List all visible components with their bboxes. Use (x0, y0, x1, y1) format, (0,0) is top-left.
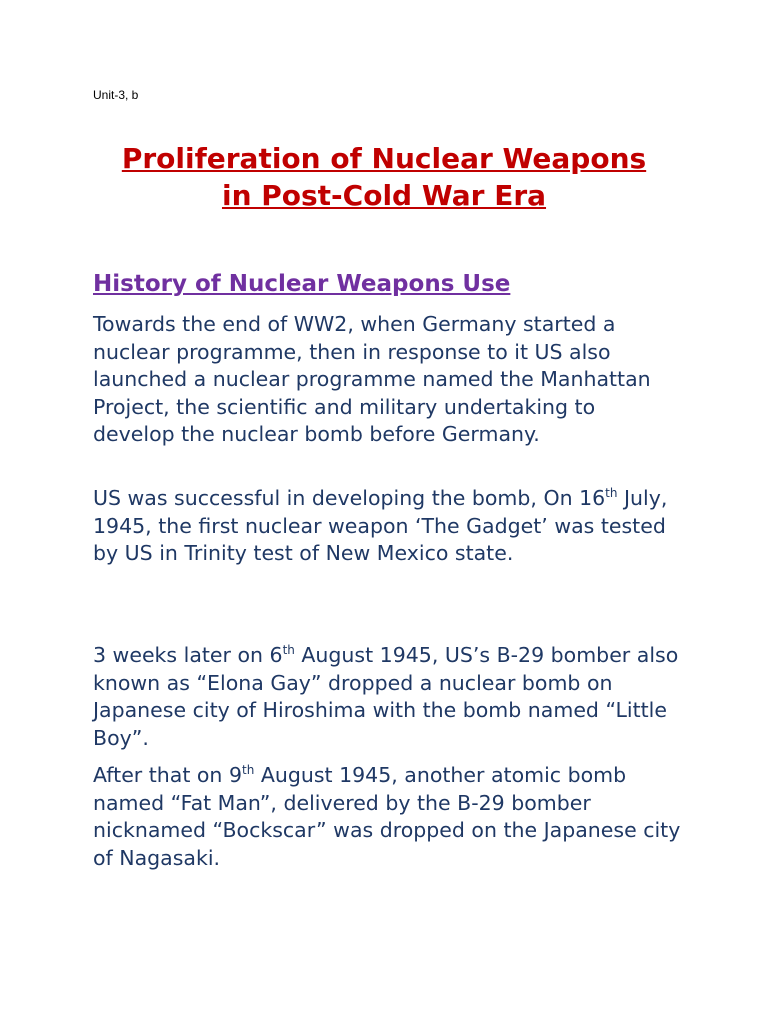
paragraph-text: August 1945, another atomic bomb named “Fat Man”, delivered by the B-29 bomber nicknamed “Bockscar” was dropped on the Japanese city of Nagasaki. (93, 763, 681, 870)
paragraph-text: July, 1945, the first nuclear weapon ‘The Gadget’ was tested by US in Trinity test of New Mexico state. (93, 486, 668, 566)
paragraph-text: August 1945, US’s B-29 bomber also known as “Elona Gay” dropped a nuclear bomb on Japanese city of Hiroshima with the bomb named “Little Boy”. (93, 643, 679, 750)
title-line-2: in Post-Cold War Era (221, 179, 547, 212)
paragraph-text: 3 weeks later on 6 (93, 643, 283, 667)
paragraph-text: After that on 9 (93, 763, 242, 787)
ordinal-suffix: th (605, 486, 618, 500)
paragraph-trinity-test (93, 485, 683, 568)
section-heading: History of Nuclear Weapons Use (93, 271, 511, 297)
paragraph-text: US was successful in developing the bomb, On 16 (93, 486, 606, 510)
paragraph-manhattan-project: Towards the end of WW2, when Germany started a nuclear programme, then in response to it US also launched a nuclear programme named the Manhattan Project, the scientific and military undertaking to develop the nuclear bomb before Germany. (93, 312, 651, 447)
title-line-1: Proliferation of Nuclear Weapons (121, 142, 647, 175)
unit-label: Unit-3, b (93, 88, 139, 102)
paragraph-hiroshima (93, 642, 683, 752)
document-title (93, 140, 675, 214)
ordinal-suffix: th (242, 763, 255, 777)
ordinal-suffix: th (282, 643, 295, 657)
paragraph-nagasaki (93, 762, 683, 872)
